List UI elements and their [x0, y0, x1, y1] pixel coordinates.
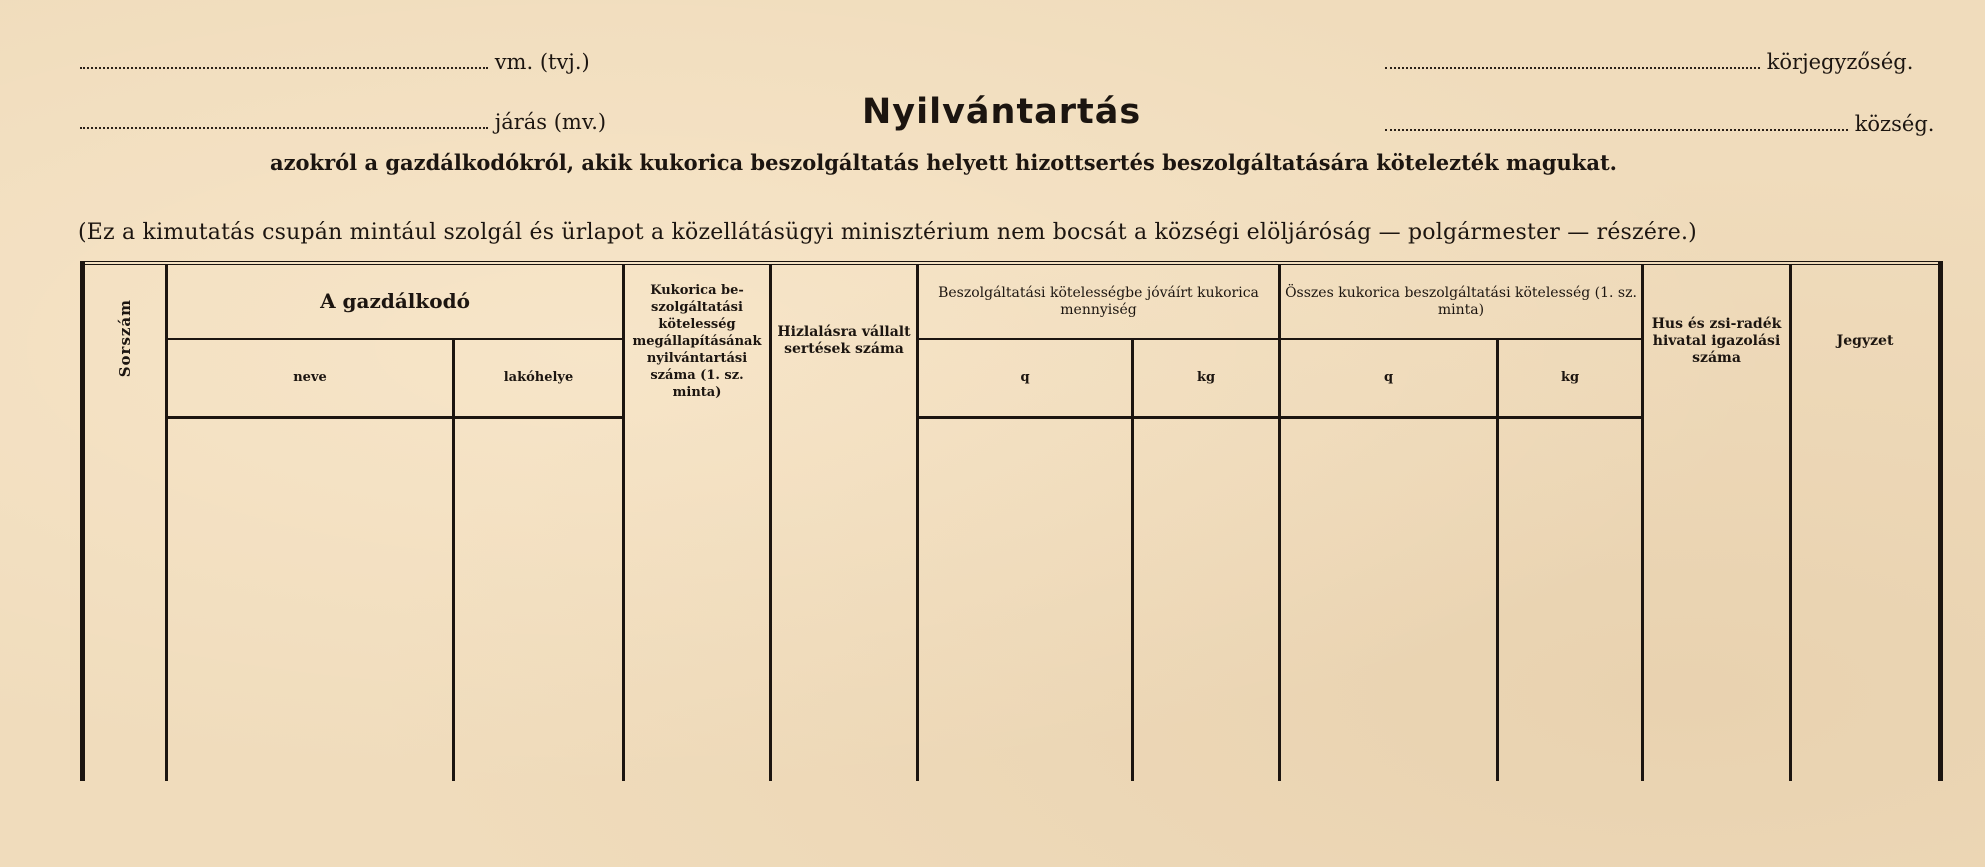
form-note: (Ez a kimutatás csupán mintául szolgál és ürlapot a közellátásügyi minisztérium nem bocsát a községi elöljáróság — polgármester — részére.) — [78, 220, 1697, 245]
ledger-table — [80, 261, 1943, 781]
credited-group-header: Beszolgáltatási kötelességbe jóváírt kukorica mennyiség — [918, 263, 1280, 339]
certificate-cell[interactable] — [1643, 417, 1791, 781]
total-kg-cell[interactable] — [1498, 417, 1643, 781]
pigs-cell[interactable] — [771, 417, 918, 781]
total-q-header: q — [1280, 339, 1498, 417]
form-subtitle: azokról a gazdálkodókról, akik kukorica beszolgáltatás helyett hizottsertés beszolgáltatására kötelezték magukat. — [270, 150, 1617, 175]
total-group-header: Összes kukorica beszolgáltatási kötelesség (1. sz. minta) — [1280, 263, 1643, 339]
note-cell[interactable] — [1791, 417, 1941, 781]
farmer-group-header: A gazdálkodó — [167, 263, 624, 339]
form-title: Nyilvántartás — [862, 92, 1142, 132]
register-cell[interactable] — [624, 417, 771, 781]
credited-q-cell[interactable] — [918, 417, 1133, 781]
pigs-header: Hizlalásra vállalt sertések száma — [771, 263, 918, 417]
notary-label: körjegyzőség. — [1766, 50, 1914, 74]
village-label: község. — [1854, 112, 1935, 136]
register-header: Kukorica be-szolgáltatási kötelesség megállapításának nyilvántartási száma (1. sz. minta) — [624, 263, 771, 417]
residence-cell[interactable] — [454, 417, 624, 781]
total-q-cell[interactable] — [1280, 417, 1498, 781]
county-label: vm. (tvj.) — [494, 50, 590, 74]
total-kg-header: kg — [1498, 339, 1643, 417]
notary-field — [1385, 50, 1913, 74]
serial-header: Sorszám — [83, 263, 167, 417]
county-field — [80, 50, 590, 74]
credited-kg-cell[interactable] — [1133, 417, 1280, 781]
note-header: Jegyzet — [1791, 263, 1941, 417]
credited-kg-header: kg — [1133, 339, 1280, 417]
village-field — [1385, 112, 1934, 136]
credited-q-header: q — [918, 339, 1133, 417]
certificate-header: Hus és zsi-radék hivatal igazolási száma — [1643, 263, 1791, 417]
county-blank[interactable] — [80, 53, 488, 69]
district-blank[interactable] — [80, 113, 488, 129]
serial-cell[interactable] — [83, 417, 167, 781]
village-blank[interactable] — [1385, 115, 1848, 131]
residence-header: lakóhelye — [454, 339, 624, 417]
district-label: járás (mv.) — [494, 110, 607, 134]
notary-blank[interactable] — [1385, 53, 1760, 69]
name-cell[interactable] — [167, 417, 454, 781]
name-header: neve — [167, 339, 454, 417]
district-field — [80, 110, 606, 134]
